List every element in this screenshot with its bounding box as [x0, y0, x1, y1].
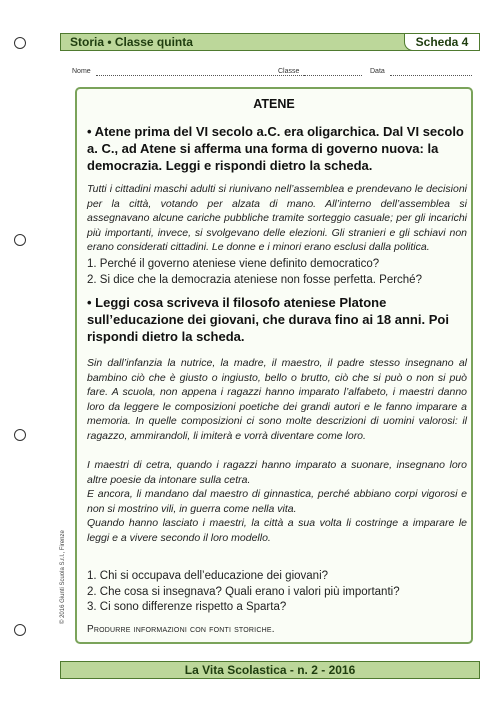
- name-row: [72, 68, 472, 78]
- text-plato-gym: E ancora, li mandano dal maestro di ginnastica, perché abbiano corpi vigorosi e non si mostrino vili, in guerra come nella vita.: [87, 488, 467, 515]
- date-field[interactable]: [390, 68, 472, 76]
- question-item: 1. Chi si occupava dell’educazione dei giovani?: [87, 570, 329, 582]
- binder-hole-upper: [14, 234, 26, 246]
- skill-note: Produrre informazioni con fonti storiche.: [87, 624, 275, 635]
- text-plato-laws: Quando hanno lasciato i maestri, la città a sua volta li costringe a imparare le leggi e a vivere secondo il loro modello.: [87, 517, 467, 544]
- name-label: Nome: [72, 68, 91, 75]
- question-item: 2. Si dice che la democrazia ateniese non fosse perfetta. Perché?: [87, 273, 422, 286]
- binder-hole-top: [14, 37, 26, 49]
- text-assembly: Tutti i cittadini maschi adulti si riunivano nell’assemblea e prendevano le decisioni per la città, votando per alzata di mano. All’interno dell’assemblea si assegnavano alcune cariche pubbliche tramite sorteggio casuale; per gli incarichi più importanti, invece, si svolgevano delle elezioni. Gli stranieri e gli schiavi non erano considerati cittadini. Le donne e i minori erano esclusi dalla politica.: [87, 183, 467, 254]
- magazine-footer: La Vita Scolastica - n. 2 - 2016: [60, 661, 480, 679]
- question-item: 1. Perché il governo ateniese viene definito democratico?: [87, 258, 380, 270]
- question-item: 2. Che cosa si insegnava? Quali erano i valori più importanti?: [87, 585, 400, 598]
- class-field[interactable]: [304, 68, 362, 76]
- text-plato-cetra: I maestri di cetra, quando i ragazzi hanno imparato a suonare, insegnano loro altre poesie da intonare sulla cetra.: [87, 459, 467, 486]
- class-label: Classe: [278, 68, 300, 75]
- intro-plato: • Leggi cosa scriveva il filosofo ateniese Platone sull’educazione dei giovani, che durava fino ai 18 anni. Poi rispondi dietro la scheda.: [87, 295, 449, 344]
- sheet-label: Scheda 4: [404, 33, 480, 51]
- worksheet-card: [75, 87, 473, 644]
- questions-democracy: [87, 257, 467, 288]
- card-title: ATENE: [253, 97, 295, 111]
- date-label: Data: [370, 68, 385, 75]
- text-plato-childhood: Sin dall’infanzia la nutrice, la madre, il maestro, il padre stesso insegnano al bambino ciò che è giusto o ingiusto, bello o brutto, ciò che si può o non si può fare. A scuola, non appena i ragazzi hanno imparato l’alfabeto, i maestri danno loro da leggere le composizioni poetiche dei grandi autori e le fanno imparare a memoria. In quelle composizioni ci sono molte descrizioni di uomini valorosi: il ragazzo, ammirandoli, li imiterà e vorrà diventare come loro.: [87, 357, 467, 442]
- binder-hole-lower: [14, 429, 26, 441]
- header-bar: [60, 33, 480, 51]
- question-item: 3. Ci sono differenze rispetto a Sparta?: [87, 601, 287, 613]
- intro-democracy: • Atene prima del VI secolo a.C. era oligarchica. Dal VI secolo a. C., ad Atene si afferma una forma di governo nuova: la democrazia. Leggi e rispondi dietro la scheda.: [87, 124, 464, 173]
- questions-plato: [87, 569, 467, 616]
- copyright-credit: © 2016 Giunti Scuola S.r.l., Firenze: [60, 530, 66, 624]
- binder-hole-bottom: [14, 624, 26, 636]
- header-title: Storia • Classe quinta: [70, 35, 193, 49]
